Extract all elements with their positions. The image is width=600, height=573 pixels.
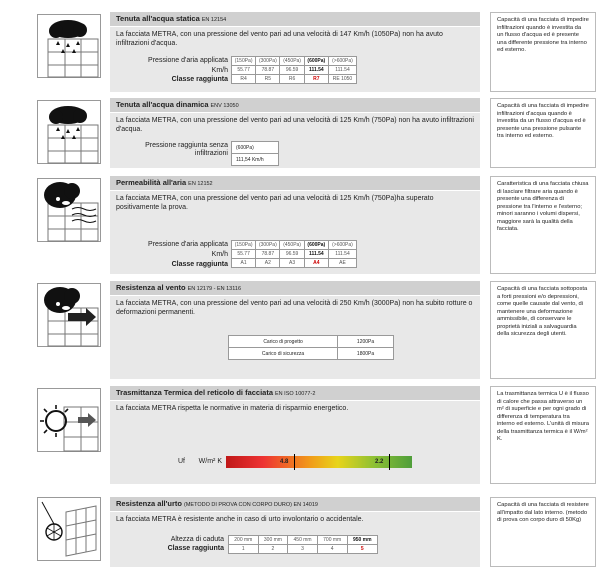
wind-facade-icon — [37, 178, 101, 242]
section-text: La facciata METRA, con una pressione del vento pari ad una velocità di 125 Km/h (750Pa) non ha avuto infiltrazioni d'acqua. — [116, 117, 474, 133]
rain-facade-icon — [37, 14, 101, 78]
value-2-2: 2.2 — [375, 459, 384, 465]
content-panel — [110, 386, 480, 484]
side-description: Capacità di una facciata di resistere all'impatto dal lato interno. (metodo di prova con corpo duro di 50Kg) — [490, 497, 596, 567]
value-4-8: 4.8 — [280, 459, 289, 465]
transmittance-gradient-bar — [226, 456, 412, 468]
label-uf: Uf — [178, 458, 185, 465]
pressure-table: (150Pa) (300Pa) (450Pa) (600Pa) (>600Pa) 55.77 78.87 96.59 111.54 111.54 R4 R5 R6 R7 RE 1050 — [231, 56, 357, 84]
section-title: Resistenza all'urto (METODO DI PROVA CON CORPO DURO) EN 14019 — [110, 497, 480, 512]
side-description: Capacità di una facciata di impedire infiltrazioni d'acqua quando è investita da un flusso d'acqua ed è presente una pressione pulsante tra interno ed esterno. — [490, 98, 596, 168]
section-static-water — [0, 12, 600, 94]
label-pressure-reached: Pressione raggiunta senza infiltrazioni — [145, 142, 228, 157]
label-kmh: Km/h — [211, 251, 228, 258]
section-text: La facciata METRA, con una pressione del vento pari ad una velocità di 250 Km/h (3000Pa) non ha subito rotture o deformazioni permanenti. — [116, 300, 473, 316]
label-applied-pressure: Pressione d'aria applicata — [148, 241, 228, 248]
wind-arrow-facade-icon — [37, 283, 101, 347]
tick-2-2 — [389, 454, 390, 470]
section-thermal-transmittance — [0, 386, 600, 486]
content-panel — [110, 281, 480, 379]
side-description: La trasmittanza termica U è il flusso di calore che passa attraverso un m² di superficie e per ogni grado di differenza di temperatura tra interno ed esterno. L'unità di misura della trasmittanza termica è il W/m² K. — [490, 386, 596, 484]
section-text: La facciata METRA, con una pressione del vento pari ad una velocità di 125 Km/h (750Pa)ha superato positivamente la prova. — [116, 195, 434, 211]
pressure-table: (150Pa) (300Pa) (450Pa) (600Pa) (>600Pa) 55.77 78.87 96.59 111.54 111.54 A1 A2 A3 A4 AE — [231, 240, 357, 268]
section-wind-resistance — [0, 281, 600, 381]
section-text: La facciata METRA, con una pressione del vento pari ad una velocità di 147 Km/h (1050Pa) non ha avuto infiltrazioni d'acqua. — [116, 31, 443, 47]
section-impact-resistance — [0, 497, 600, 569]
label-class: Classe raggiunta — [171, 76, 228, 83]
section-title: Resistenza al vento EN 12179 - EN 13116 — [110, 281, 480, 296]
pressure-reached-table: (600Pa) 111,54 Km/h — [231, 141, 279, 166]
label-unit: W/m² K — [198, 458, 222, 465]
section-title: Trasmittanza Termica del reticolo di facciata EN ISO 10077-2 — [110, 386, 480, 401]
side-description: Capacità di una facciata sottoposta a forti pressioni e/o depressioni, come quelle causate dal vento, di mantenere una deformazione ammissibile, di conservare le proprietà iniziali a salvaguardia della sicurezza degli utenti. — [490, 281, 596, 379]
section-text: La facciata METRA è resistente anche in caso di urto involontario o accidentale. — [116, 516, 364, 523]
label-drop-height: Altezza di caduta — [170, 536, 224, 543]
section-title: Tenuta all'acqua statica EN 12154 — [110, 12, 480, 27]
label-class: Classe raggiunta — [171, 261, 228, 268]
sun-facade-icon — [37, 388, 101, 452]
drop-table: 200 mm 300 mm 450 mm 700 mm 950 mm 1 2 3 4 5 — [228, 535, 378, 554]
label-kmh: Km/h — [211, 67, 228, 74]
content-panel — [110, 497, 480, 567]
label-class: Classe raggiunta — [167, 545, 224, 552]
load-table: Carico di progetto 1200Pa Carico di sicurezza 1800Pa — [228, 335, 394, 360]
section-dynamic-water — [0, 98, 600, 170]
label-applied-pressure: Pressione d'aria applicata — [148, 57, 228, 64]
impact-ball-icon — [37, 497, 101, 561]
rain-facade-icon — [37, 100, 101, 164]
section-air-permeability — [0, 176, 600, 276]
section-title: Permeabilità all'aria EN 12152 — [110, 176, 480, 191]
side-description: Capacità di una facciata di impedire infiltrazioni quando è investita da un flusso d'acqua ed è presente una differente pressione tra interno ed esterno. — [490, 12, 596, 92]
section-text: La facciata METRA rispetta le normative in materia di risparmio energetico. — [116, 405, 349, 412]
section-title: Tenuta all'acqua dinamica ENV 13050 — [110, 98, 480, 113]
tick-4-8 — [294, 454, 295, 470]
side-description: Caratteristica di una facciata chiusa di lasciare filtrare aria quando è presente una differenza di pressione tra l'interno e l'esterno; minori saranno i volumi dispersi, maggiore sarà la qualità della facciata. — [490, 176, 596, 274]
